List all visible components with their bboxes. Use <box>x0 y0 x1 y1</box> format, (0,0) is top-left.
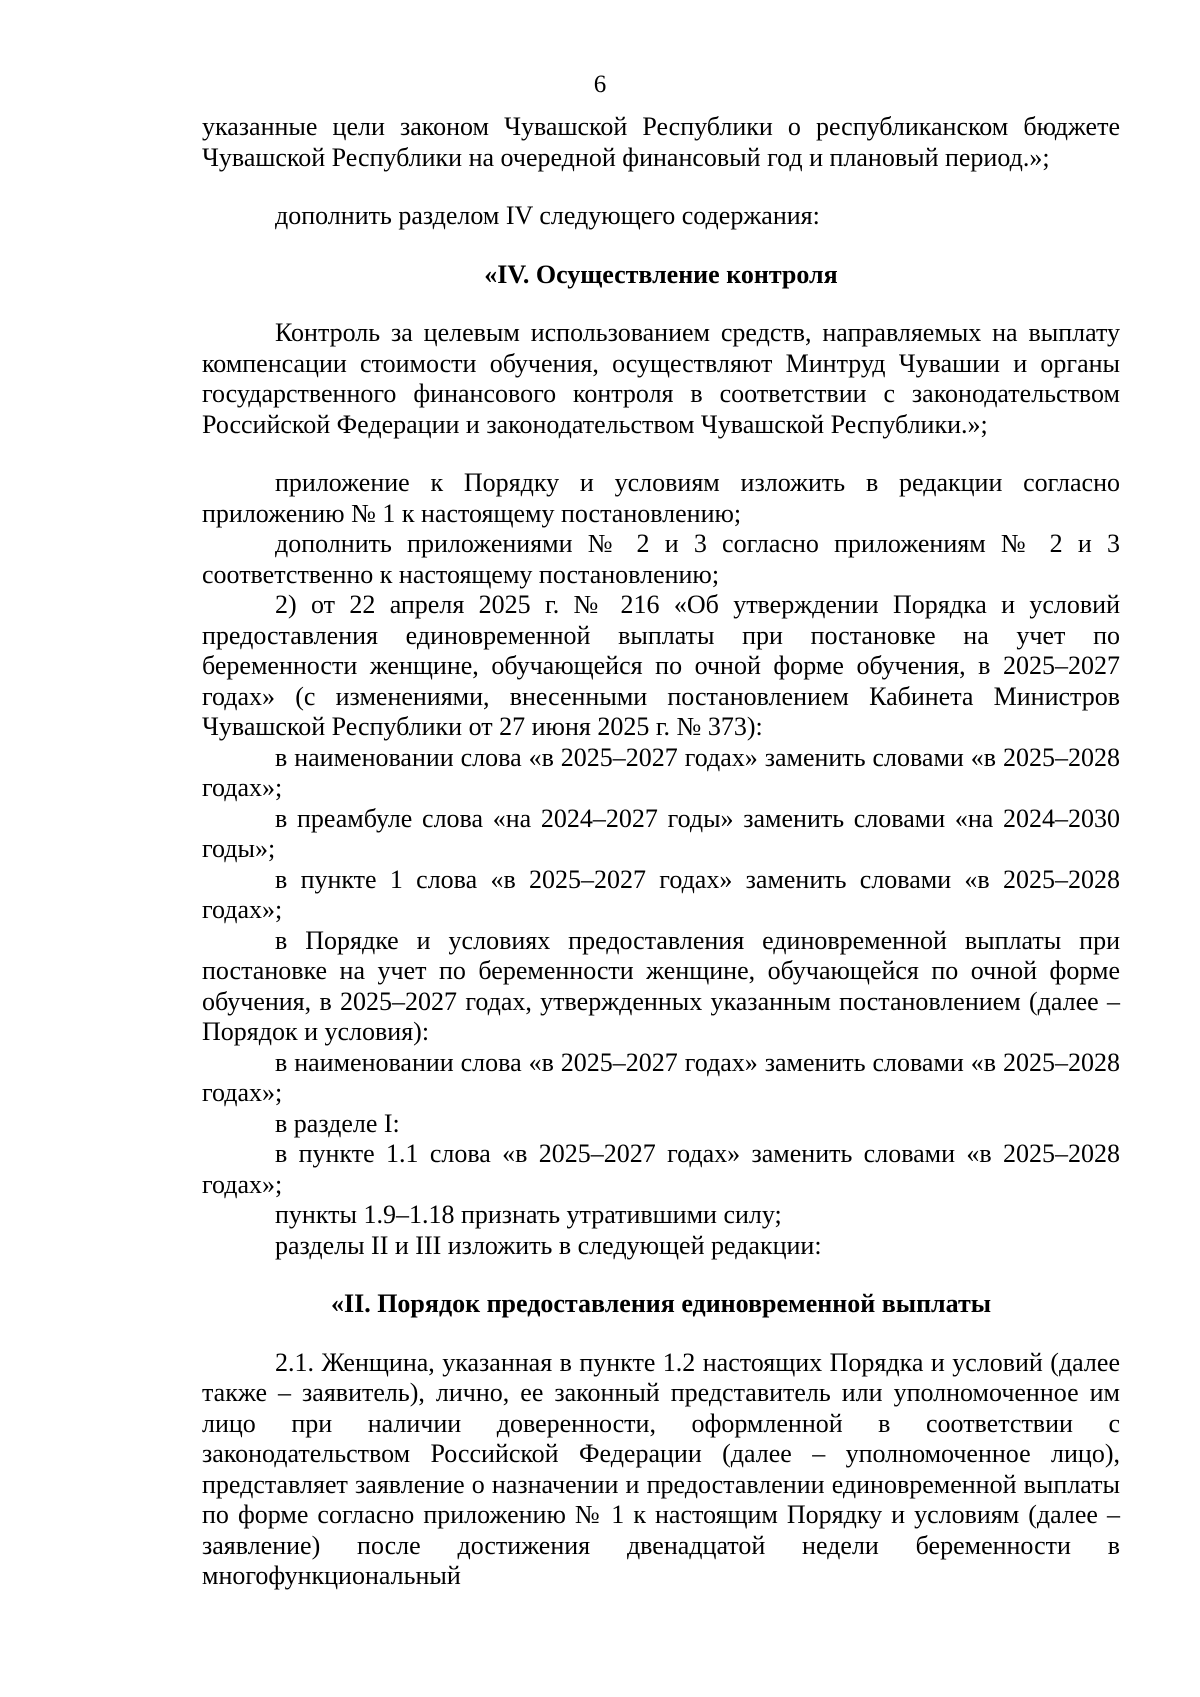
paragraph-preamble-change: в преамбуле слова «на 2024–2027 годы» заменить словами «на 2024–2030 годы»; <box>202 803 1120 863</box>
section-heading-ii: «II. Порядок предоставления единовременной выплаты <box>330 1289 992 1318</box>
paragraph-item-2: 2) от 22 апреля 2025 г. № 216 «Об утверждении Порядка и условий предоставления единовременной выплаты при постановке на учет по беременности женщине, обучающейся по очной форме обучения, в 2025–2027 годах» (с изменениями, внесенными постановлением Кабинета Министров Чувашской Республики от 27 июня 2025 г. № 373): <box>202 590 1120 741</box>
paragraph-2-1: 2.1. Женщина, указанная в пункте 1.2 настоящих Порядка и условий (далее также – заявитель), лично, ее законный представитель или уполномоченное им лицо при наличии доверенности, оформленной в соответствии с законодательством Российской Федерации (далее – уполномоченное лицо), представляет заявление о назначении и предоставлении единовременной выплаты по форме согласно приложению № 1 к настоящим Порядку и условиям (далее – заявление) после достижения двенадцатой недели беременности в многофункциональный <box>202 1347 1120 1590</box>
paragraph-procedure-name-change: в наименовании слова «в 2025–2027 годах» заменить словами «в 2025–2028 годах»; <box>202 1047 1120 1107</box>
section-heading-iv: «IV. Осуществление контроля <box>484 259 838 289</box>
paragraph-section-i: в разделе I: <box>275 1108 400 1138</box>
paragraph-name-change: в наименовании слова «в 2025–2027 годах» заменить словами «в 2025–2028 годах»; <box>202 742 1120 802</box>
paragraph-point-1-change: в пункте 1 слова «в 2025–2027 годах» заменить словами «в 2025–2028 годах»; <box>202 864 1120 924</box>
paragraph-sections-ii-iii: разделы II и III изложить в следующей редакции: <box>275 1230 822 1260</box>
paragraph-continuation: указанные цели законом Чувашской Республики о республиканском бюджете Чувашской Республики на очередной финансовый год и плановый период.»; <box>202 112 1120 172</box>
paragraph-procedure-definition: в Порядке и условиях предоставления единовременной выплаты при постановке на учет по беременности женщине, обучающейся по очной форме обучения, в 2025–2027 годах, утвержденных указанным постановлением (далее – Порядок и условия): <box>202 925 1120 1046</box>
document-body <box>202 112 1120 1592</box>
paragraph-point-1-1-change: в пункте 1.1 слова «в 2025–2027 годах» заменить словами «в 2025–2028 годах»; <box>202 1139 1120 1199</box>
paragraph-add-section-iv: дополнить разделом IV следующего содержания: <box>275 201 820 230</box>
paragraph-appendix: приложение к Порядку и условиям изложить в редакции согласно приложению № 1 к настоящему постановлению; <box>202 468 1120 528</box>
paragraph-add-appendices: дополнить приложениями № 2 и 3 согласно приложениям № 2 и 3 соответственно к настоящему постановлению; <box>202 529 1120 589</box>
paragraph-control: Контроль за целевым использованием средств, направляемых на выплату компенсации стоимости обучения, осуществляют Минтруд Чувашии и органы государственного финансового контроля в соответствии с законодательством Российской Федерации и законодательством Чувашской Республики.»; <box>202 318 1120 439</box>
paragraph-points-invalid: пункты 1.9–1.18 признать утратившими силу; <box>275 1200 782 1229</box>
page-number: 6 <box>593 71 607 98</box>
